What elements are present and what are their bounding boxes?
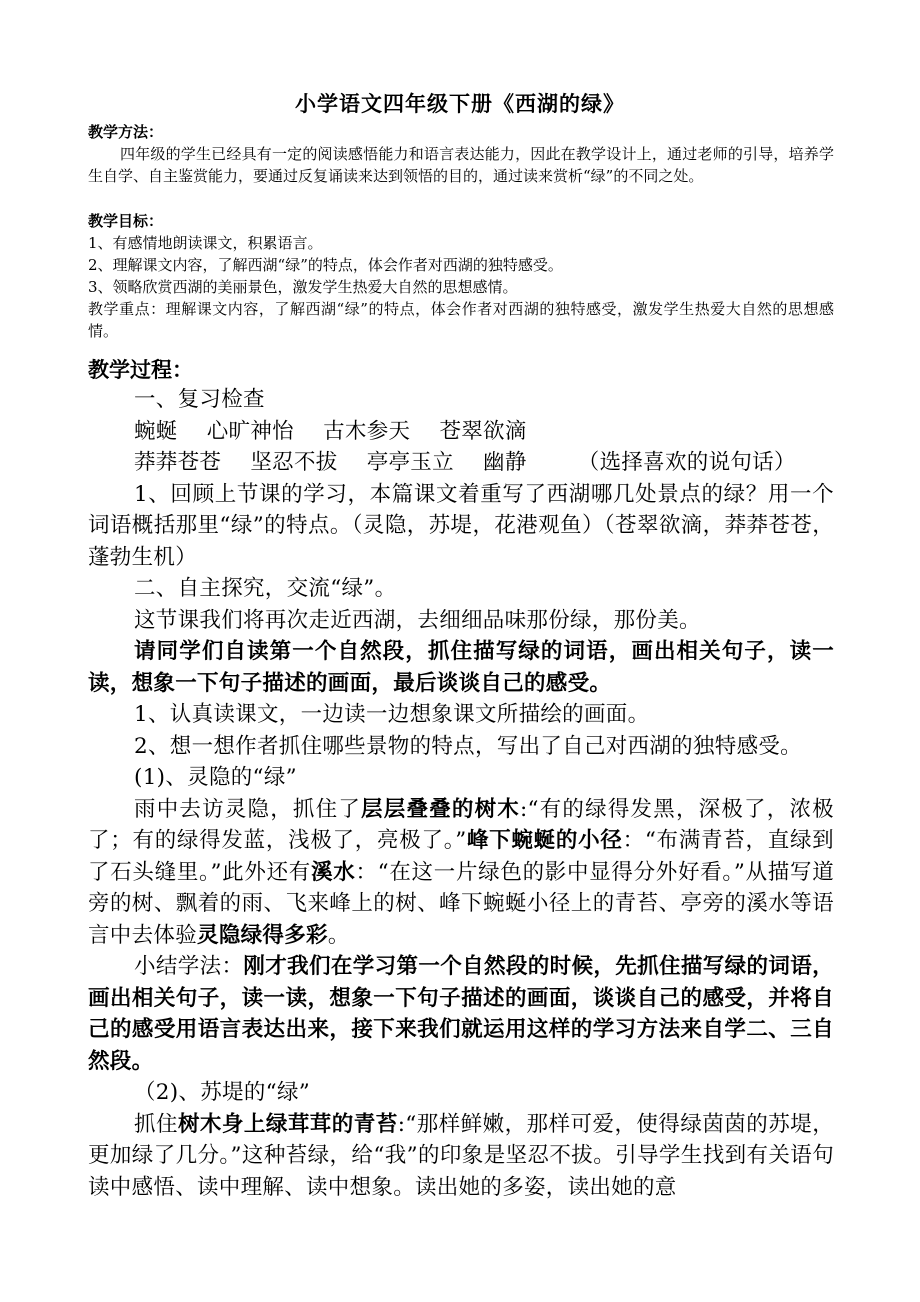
method-heading: 教学方法： bbox=[88, 123, 164, 141]
paragraph-lingyin bbox=[88, 794, 834, 952]
bold-run: 溪水 bbox=[311, 859, 356, 885]
question-1: 1、回顾上节课的学习，本篇课文着重写了西湖哪几处景点的绿？用一个词语概括那里“绿”的特点。（灵隐，苏堤，花港观鱼）（苍翠欲滴，莽莽苍苍，蓬勃生机） bbox=[88, 481, 834, 570]
summary-bold: 刚才我们在学习第一个自然段的时候，先抓住描写绿的词语，画出相关句子，读一读，想象一下句子描述的画面，谈谈自己的感受，并将自己的感受用语言表达出来，接下来我们就运用这样的学习方法来自学二、三自然段。 bbox=[88, 954, 834, 1074]
goal-item: 2、理解课文内容，了解西湖“绿”的特点，体会作者对西湖的独特感受。 bbox=[88, 256, 563, 274]
step-2: 2、想一想作者抓住哪些景物的特点，写出了自己对西湖的独特感受。 bbox=[134, 733, 802, 759]
text-run: 。 bbox=[327, 922, 350, 948]
word: 古木参天 bbox=[323, 418, 411, 444]
sub1-heading: (1)、灵隐的“绿” bbox=[134, 765, 297, 790]
word-note: （选择喜欢的说句话） bbox=[577, 450, 796, 475]
words-row-1 bbox=[88, 416, 834, 448]
goal-item: 1、有感情地朗读课文，积累语言。 bbox=[88, 234, 323, 252]
goals-heading: 教学目标： bbox=[88, 212, 164, 230]
goal-item: 3、领略欣赏西湖的美丽景色，激发学生热爱大自然的思想感情。 bbox=[88, 278, 518, 296]
word: 苍翠欲滴 bbox=[439, 418, 527, 444]
review-heading: 一、复习检查 bbox=[134, 387, 265, 412]
document-title: 小学语文四年级下册《西湖的绿》 bbox=[295, 92, 625, 116]
text-run: ：“在这一片绿色的影中显得分外好看。”从描写道旁的树、飘着的雨、飞来峰上的树、峰下蜿蜒小径上的青苔、亭旁的溪水等语言中去体验 bbox=[88, 859, 835, 948]
text-run: :“那样鲜嫩，那样可爱，使得绿茵茵的苏堤，更加绿了几分。”这种苔绿，给“我”的印象是坚忍不拔。引导学生找到有关语句读中感悟、读中理解、读中想象。读出她的多姿，读出她的意 bbox=[88, 1111, 834, 1200]
process-heading: 教学过程： bbox=[88, 358, 193, 382]
text-run: 雨中去访灵隐，抓住了 bbox=[134, 796, 362, 822]
process-body bbox=[88, 384, 834, 1203]
step-1: 1、认真读课文，一边读一边想象课文所描绘的画面。 bbox=[134, 702, 650, 727]
focus-text: 教学重点：理解课文内容，了解西湖“绿”的特点，体会作者对西湖的独特感受，激发学生热爱大自然的思想感情。 bbox=[88, 300, 834, 340]
sub2-heading: （2)、苏堤的“绿” bbox=[134, 1080, 311, 1105]
bold-run: 层层叠叠的树木 bbox=[361, 796, 520, 822]
goals-section bbox=[88, 210, 834, 342]
words-row-2 bbox=[88, 447, 834, 479]
word: 坚忍不拔 bbox=[250, 450, 338, 475]
intro-text: 这节课我们将再次走近西湖，去细细品味那份绿，那份美。 bbox=[134, 607, 701, 633]
text-run: :“有的绿得发黑，深极了，浓极了；有的绿得发蓝，浅极了，亮极了。” bbox=[88, 796, 834, 853]
word: 莽莽苍苍 bbox=[134, 450, 222, 475]
paragraph-sudi bbox=[88, 1109, 834, 1204]
task-bold: 请同学们自读第一个自然段，抓住描写绿的词语，画出相关句子，读一读，想象一下句子描述的画面，最后谈谈自己的感受。 bbox=[88, 639, 834, 696]
method-section bbox=[88, 121, 834, 187]
bold-run: 灵隐绿得多彩 bbox=[197, 922, 328, 948]
word: 蜿蜒 bbox=[134, 418, 178, 444]
task-text bbox=[88, 636, 834, 699]
method-text: 四年级的学生已经具有一定的阅读感悟能力和语言表达能力，因此在教学设计上，通过老师的引导，培养学生自学、自主鉴赏能力，要通过反复诵读来达到领悟的目的，通过读来赏析“绿”的不同之处。 bbox=[88, 145, 834, 185]
summary-label: 小结学法： bbox=[134, 954, 244, 979]
word: 亭亭玉立 bbox=[366, 450, 454, 475]
explore-heading: 二、自主探究，交流“绿”。 bbox=[134, 576, 397, 601]
summary-paragraph bbox=[88, 951, 834, 1077]
word: 幽静 bbox=[483, 450, 527, 475]
text-run: ：“布满青苔，直绿到了石头缝里。”此外还有 bbox=[88, 828, 834, 885]
bold-run: 树木身上绿茸茸的青苔 bbox=[177, 1111, 398, 1137]
text-run: 抓住 bbox=[134, 1111, 178, 1137]
word: 心旷神怡 bbox=[206, 418, 294, 444]
bold-run: 峰下蜿蜒的小径 bbox=[466, 828, 623, 853]
